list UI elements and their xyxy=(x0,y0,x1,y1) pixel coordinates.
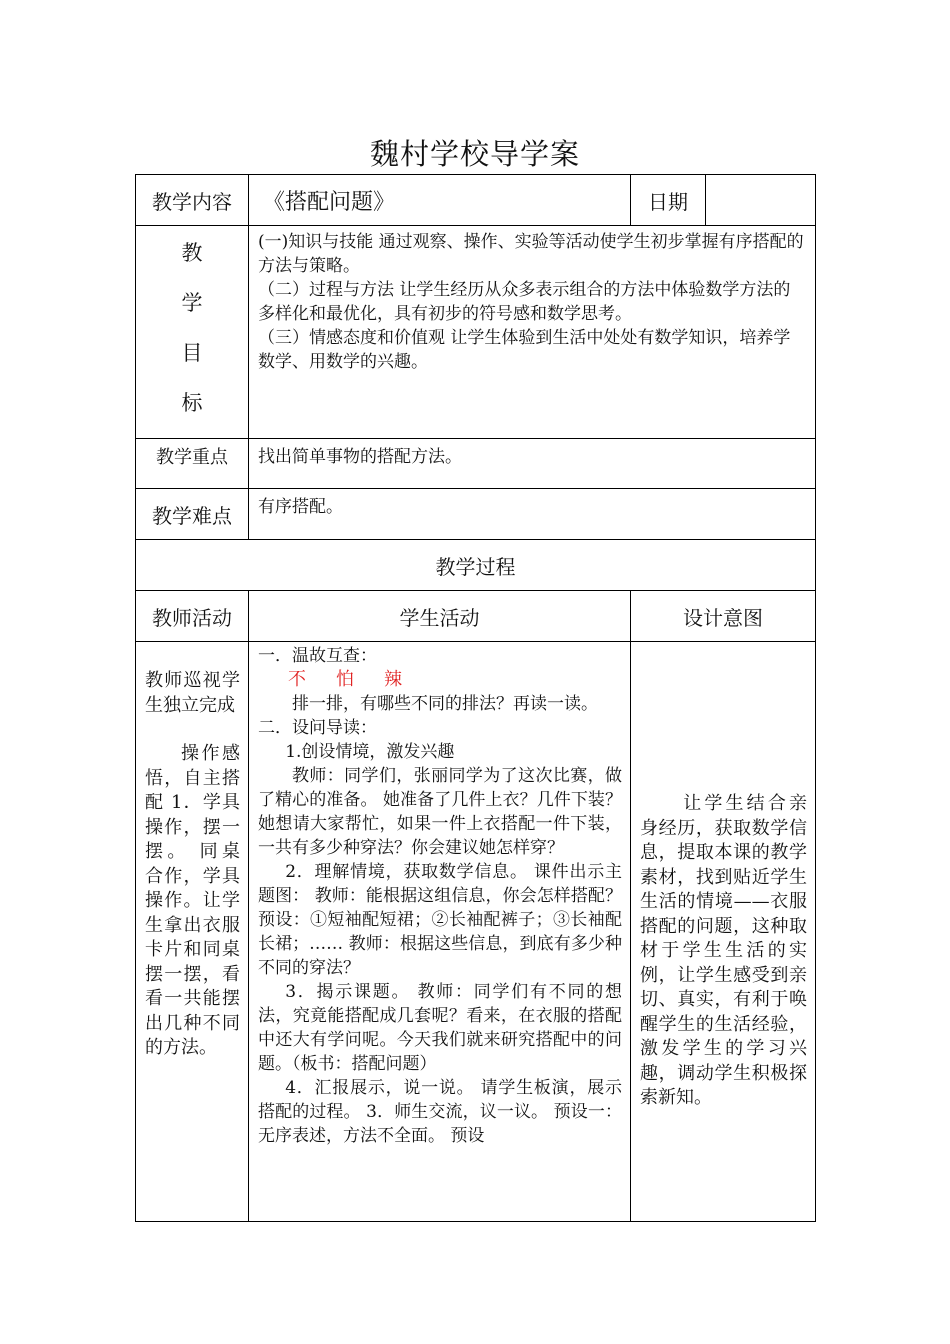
objectives-label-char: 目 xyxy=(181,341,203,365)
objective-process: （二）过程与方法 让学生经历从众多表示组合的方法中体验数学方法的多样化和最优化，具有初步的符号感和数学思考。 xyxy=(258,280,791,324)
objectives-content xyxy=(249,226,816,439)
design-intent-text: 让学生结合亲身经历，获取数学信息，提取本课的教学素材，找到贴近学生生活的情境——衣服搭配的问题，这种取材于学生生活的实例，让学生感受到亲切、真实，有利于唤醒学生的生活经验，激发学生的学习兴趣，调动学生积极探索新知。 xyxy=(640,793,807,1108)
process-body-row xyxy=(136,642,816,1222)
arrange-line: 排一排，有哪些不同的排法？再读一读。 xyxy=(292,694,598,714)
key-point-label: 教学重点 xyxy=(136,439,249,489)
process-heading: 教学过程 xyxy=(136,540,816,591)
red-characters xyxy=(258,668,622,692)
lesson-plan-table xyxy=(135,174,816,1222)
difficulty-label: 教学难点 xyxy=(136,489,249,540)
objectives-label-char: 标 xyxy=(181,391,203,415)
red-char: 不 xyxy=(288,669,306,690)
teacher-activity xyxy=(136,642,249,1222)
student-activity xyxy=(249,642,631,1222)
objectives-label-char: 学 xyxy=(181,291,203,315)
column-header-row xyxy=(136,591,816,642)
objectives-row xyxy=(136,226,816,439)
warmup-heading: 一．温故互查： xyxy=(258,646,377,666)
difficulty-row xyxy=(136,489,816,540)
red-char: 怕 xyxy=(336,669,354,690)
design-intent xyxy=(631,642,816,1222)
step2-text: 2．理解情境，获取数学信息。 课件出示主题图： 教师：能根据这组信息，你会怎样搭配？ 预设：①短袖配短裙；②长袖配裤子；③长袖配长裙；…… 教师：根据这些信息，到底有多少种不同的穿法？ xyxy=(258,862,622,978)
step3-text: 3．揭示课题。 教师：同学们有不同的想法，究竟能搭配成几套呢？看来，在衣服的搭配中还大有学问呢。今天我们就来研究搭配中的问题。（板书：搭配问题） xyxy=(258,982,622,1074)
difficulty-value: 有序搭配。 xyxy=(249,489,816,540)
objective-attitude: （三）情感态度和价值观 让学生体验到生活中处处有数学知识，培养学数学、用数学的兴趣。 xyxy=(258,328,791,372)
date-label: 日期 xyxy=(631,175,706,226)
teacher-activity-1: 教师巡视学生独立完成 xyxy=(145,670,240,716)
objectives-label-char: 教 xyxy=(181,241,203,265)
date-value xyxy=(706,175,816,226)
content-value: 《搭配问题》 xyxy=(249,175,631,226)
teacher-column-header: 教师活动 xyxy=(136,591,249,642)
step4-text: 4．汇报展示，说一说。 请学生板演，展示搭配的过程。 3．师生交流，议一议。 预设一：无序表述，方法不全面。 预设 xyxy=(258,1078,622,1146)
step1-text: 教师：同学们，张丽同学为了这次比赛，做了精心的准备。 她准备了几件上衣？几件下装？ 她想请大家帮忙，如果一件上衣搭配一件下装，一共有多少种穿法？你会建议她怎样穿？ xyxy=(258,766,622,858)
red-char: 辣 xyxy=(384,669,402,690)
key-point-value: 找出简单事物的搭配方法。 xyxy=(249,439,816,489)
content-label: 教学内容 xyxy=(136,175,249,226)
process-heading-row xyxy=(136,540,816,591)
header-row xyxy=(136,175,816,226)
student-column-header: 学生活动 xyxy=(249,591,631,642)
page-title: 魏村学校导学案 xyxy=(369,137,580,171)
step1-title: 1.创设情境，激发兴趣 xyxy=(285,742,455,762)
design-column-header: 设计意图 xyxy=(631,591,816,642)
key-point-row xyxy=(136,439,816,489)
guided-heading: 二．设问导读： xyxy=(258,718,377,738)
objectives-label xyxy=(136,226,249,439)
teacher-activity-2: 操作感悟，自主搭配 1．学具操作，摆一摆。 同桌合作，学具操作。让学生拿出衣服卡片和同桌摆一摆，看看一共能摆出几种不同的方法。 xyxy=(145,743,240,1058)
objective-knowledge: (一)知识与技能 通过观察、操作、实验等活动使学生初步掌握有序搭配的方法与策略。 xyxy=(258,232,804,276)
